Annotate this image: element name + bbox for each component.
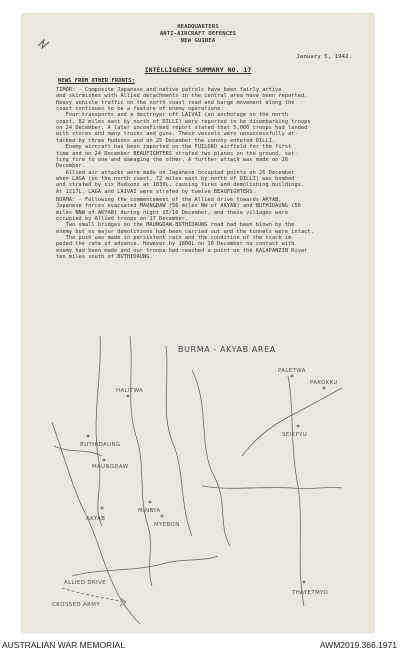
burma-line: Two small bridges on the MAUNGDAW-BUTHIDAUNG road had been blown by the (56, 222, 295, 229)
timor-line: and strafed by six Hudsons at 1030L, causing fires and demolishing buildings. (56, 182, 305, 189)
map-label-pakokku: PAKOKKU (310, 380, 338, 386)
footer-accession-number: AWM2019.366.1971 (319, 640, 397, 650)
timor-line: time and on 24 December BEAUFIGHTERS strafed two planes on the ground, set- (56, 150, 298, 157)
map-label-crossed-army: CROSSED ARMY (52, 602, 101, 608)
timor-line: on 24 December. A later unconfirmed report stated that 5,000 troops had landed (56, 125, 308, 132)
timor-line: December. (56, 163, 86, 170)
header-line-3: NEW GUINEA (180, 38, 216, 44)
timor-line: ting fire to one and damaging the other. A further attack was made on 26 (56, 156, 289, 163)
map-title: BURMA - AKYAB AREA (178, 345, 276, 354)
timor-line: Allied air attacks were made on Japanese occupied points on 26 December (56, 169, 295, 176)
timor-line: with stores and many trucks and guns. These vessels were unsuccessfully at- (56, 131, 298, 138)
timor-line: and skirmishes with Allied detachments in the central area have been reported. (56, 93, 308, 100)
timor-line: Enemy aircraft has been reported on the FUILORO airfield for the first (56, 144, 292, 151)
timor-line: tacked by three Hudsons and on 25 December the convoy entered DILLI. (56, 137, 276, 144)
burma-line: miles NNW of AKYAB) during night 15/16 December, and these villages were (56, 209, 289, 216)
burma-line: The push was made in persistent rain and the condition of the track im- (56, 235, 295, 242)
burma-line: enemy but no major demolitions had been carried out and the tunnels were intact. (56, 228, 314, 235)
burma-line: peded the rate of advance. However by 1800L on 16 December no contact with (56, 241, 295, 248)
burma-akyab-map (42, 336, 354, 626)
timor-line: when LAGA (on the north coast, 72 miles east by north of DILLI) was bombed (56, 175, 295, 182)
map-label-maungdaw: MAUNGDAW (92, 464, 129, 470)
footer-bar (0, 637, 401, 653)
timor-line: coast, 82 miles east by north of DILLI) were reported to be disembarking troops (56, 118, 311, 125)
handwritten-mark-icon (36, 36, 52, 52)
document-page (22, 14, 374, 632)
map-label-halitwa: HALITWA (116, 388, 144, 394)
document-date: January 5, 1942. (296, 54, 352, 60)
burma-line: BURMA: - Following the commencement of the Allied drive towards AKYAB, (56, 197, 282, 203)
burma-line: Japanese forces evacuated MAUNGDAW (56 miles NW of AKYAB) and BUTHIDAUNG (56 (56, 203, 301, 210)
map-label-minbya: MINBYA (138, 508, 161, 514)
map-label-akyab: AKYAB (86, 516, 106, 522)
header-line-2: ANTI-AIRCRAFT DEFENCES (159, 31, 237, 37)
map-label-paletwa: PALETWA (278, 368, 306, 374)
timor-line: Heavy vehicle traffic on the north coast road and barge movement along the (56, 99, 295, 106)
section-heading: NEWS FROM OTHER FRONTS: (58, 78, 135, 84)
map-label-buthidaung: BUTHIDAUNG (80, 442, 121, 448)
timor-line: At 1217L, LAGA and LAIVAI were strafed by twelve BEAUFIGHTERS. (56, 188, 256, 195)
map-label-seikpyu: SEIKPYU (282, 432, 308, 438)
timor-line: coast continues to be a feature of enemy operations. (56, 106, 224, 113)
burma-line: ten miles south of BUTHIDAUNG. (56, 254, 153, 261)
timor-line: TIMOR: - Composite Japanese and native patrols have been fairly active (56, 87, 282, 93)
map-label-thayetmyo: THAYETMYO (292, 590, 329, 596)
burma-line: enemy had been made and our troops had reached a point on the KALAPANZIN River (56, 247, 308, 254)
footer-collection: AUSTRALIAN WAR MEMORIAL (2, 640, 125, 650)
header-line-1: HEADQUARTERS (177, 24, 219, 30)
summary-title: INTELLIGENCE SUMMARY NO. 17 (144, 66, 252, 74)
timor-line: Four transports and a destroyer off LAIVAI (an anchorage on the north (56, 112, 289, 119)
burma-line: occupied by Allied troops on 17 December. (56, 216, 189, 223)
map-label-allied-drive: ALLIED DRIVE (64, 580, 106, 586)
map-label-myebon: MYEBON (154, 522, 180, 528)
